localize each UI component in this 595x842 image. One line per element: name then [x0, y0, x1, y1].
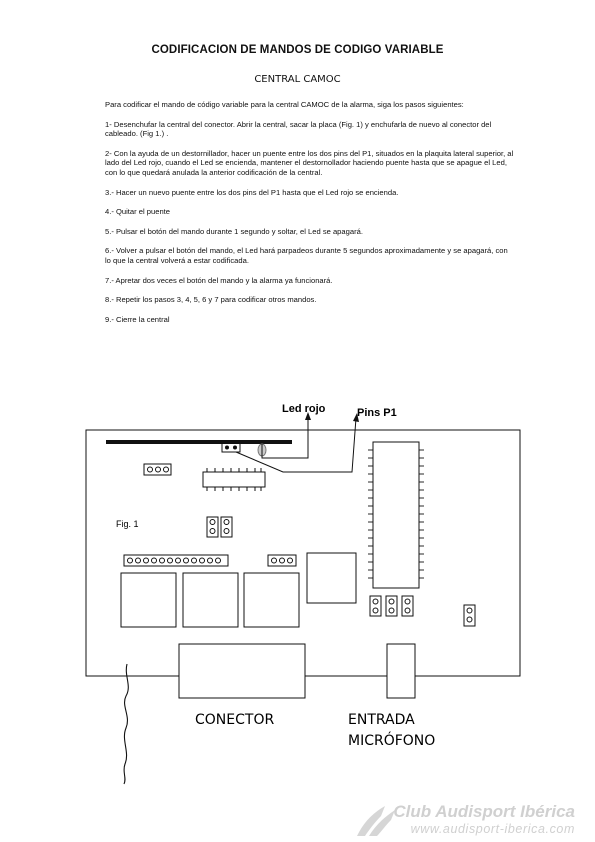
pins-label: Pins P1 — [357, 407, 397, 419]
header-3pin-mid — [268, 555, 296, 566]
led-leader-line — [262, 418, 308, 458]
document-subtitle: CENTRAL CAMOC — [254, 74, 341, 85]
watermark-name: Club Audisport Ibérica — [393, 802, 575, 821]
step-3: 3.- Hacer un nuevo puente entre los dos pins del P1 hasta que el Led rojo se encienda. — [105, 187, 399, 197]
pins-leader-line — [236, 418, 356, 472]
jumpers-bottom — [370, 596, 413, 616]
step-1: 1- Desenchufar la central del conector. Abrir la central, sacar la placa (Fig. 1) y enchufarla de nuevo al conector del cableado. (Fig 1.) . — [105, 119, 492, 139]
led-label: Led rojo — [282, 403, 326, 415]
document-title: CODIFICACION DE MANDOS DE CODIGO VARIABLE — [151, 44, 444, 56]
input-label-line1: ENTRADA — [348, 712, 415, 728]
relay-3 — [244, 573, 299, 627]
square-component — [307, 553, 356, 603]
watermark — [355, 800, 585, 840]
step-8: 8.- Repetir los pasos 3, 4, 5, 6 y 7 para codificar otros mandos. — [105, 295, 317, 305]
step-4: 4.- Quitar el puente — [105, 207, 171, 217]
step-5: 5.- Pulsar el botón del mando durante 1 segundo y soltar, el Led se apagará. — [105, 226, 363, 236]
relay-2 — [183, 573, 238, 627]
step-6: 6.- Volver a pulsar el botón del mando, el Led hará parpadeos durante 5 segundos aproximadamente y se apagará, con lo que la central volverá a estar codificada. — [105, 246, 508, 265]
header-long — [124, 555, 228, 566]
step-9: 9.- Cierre la central — [105, 314, 170, 324]
small-ic — [203, 468, 265, 491]
connector-label: CONECTOR — [195, 712, 275, 728]
p1-pins — [222, 443, 240, 452]
intro-paragraph: Para codificar el mando de código variable para la central CAMOC de la alarma, siga los pasos siguientes: — [105, 100, 464, 109]
jumpers-middle — [207, 517, 232, 537]
header-3pin-left — [144, 464, 171, 475]
cable — [124, 664, 128, 784]
relay-1 — [121, 573, 176, 627]
step-7: 7.- Apretar dos veces el botón del mando y la alarma ya funcionará. — [105, 275, 333, 285]
top-bar — [106, 440, 292, 444]
mic-input-block — [387, 644, 415, 698]
input-label-line2: MICRÓFONO — [348, 733, 436, 749]
watermark-url: www.audisport-iberica.com — [410, 822, 575, 836]
connector-block — [179, 644, 305, 698]
large-ic — [368, 442, 424, 588]
step-2: 2- Con la ayuda de un destornillador, hacer un puente entre los dos pins del P1, situados en la plaquita lateral superior, al lado del Led rojo, cuando el Led se encienda, mantener el destornollador haciendo puente hasta que se apague el Led, con lo que quedará anulada la anterior codificación de la central. — [105, 148, 514, 177]
fig-label: Fig. 1 — [116, 519, 139, 529]
